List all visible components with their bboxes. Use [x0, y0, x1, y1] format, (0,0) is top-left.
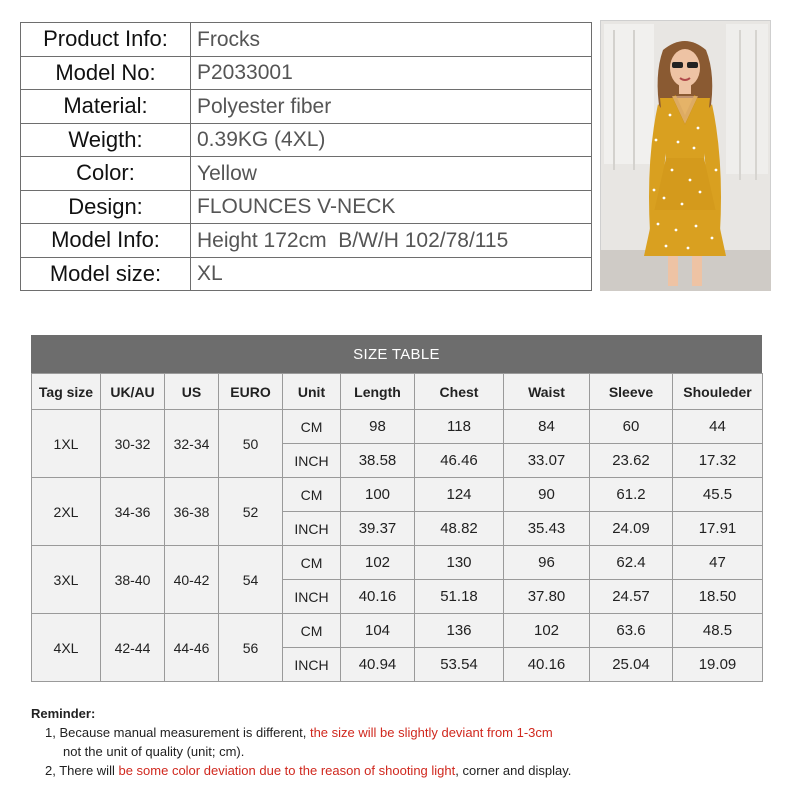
shoulder-cell: 17.32: [673, 444, 763, 478]
header-cell: Tag size: [32, 374, 101, 410]
reminder-line-2: [31, 761, 771, 780]
length-cell: 40.16: [341, 580, 415, 614]
length-cell: 40.94: [341, 648, 415, 682]
uk-au-cell: 34-36: [101, 478, 165, 546]
info-value: 0.39KG (4XL): [191, 123, 592, 157]
us-cell: 32-34: [165, 410, 219, 478]
sleeve-cell: 63.6: [590, 614, 673, 648]
chest-cell: 51.18: [415, 580, 504, 614]
euro-cell: 52: [219, 478, 283, 546]
shoulder-cell: 17.91: [673, 512, 763, 546]
reminder-title: Reminder:: [31, 706, 96, 721]
chest-cell: 124: [415, 478, 504, 512]
size-table-header-row: [32, 374, 763, 410]
info-label: Weigth:: [21, 123, 191, 157]
info-label: Model size:: [21, 257, 191, 291]
reminder-text: , corner and display.: [455, 763, 572, 778]
length-cell: 104: [341, 614, 415, 648]
waist-cell: 84: [504, 410, 590, 444]
unit-cell: INCH: [283, 580, 341, 614]
reminder-text: 1, Because manual measurement is different,: [45, 725, 310, 740]
euro-cell: 50: [219, 410, 283, 478]
unit-cell: INCH: [283, 648, 341, 682]
info-value: P2033001: [191, 56, 592, 90]
uk-au-cell: 42-44: [101, 614, 165, 682]
tag-size-cell: 2XL: [32, 478, 101, 546]
length-cell: 98: [341, 410, 415, 444]
reminder-highlight: be some color deviation due to the reason of shooting light: [118, 763, 456, 778]
model-photo: [600, 20, 771, 291]
info-row-design: [21, 190, 592, 224]
size-table-title: SIZE TABLE: [31, 335, 762, 373]
sleeve-cell: 24.09: [590, 512, 673, 546]
uk-au-cell: 38-40: [101, 546, 165, 614]
header-cell: EURO: [219, 374, 283, 410]
uk-au-cell: 30-32: [101, 410, 165, 478]
header-cell: Chest: [415, 374, 504, 410]
table-row: [32, 410, 763, 444]
reminder-highlight: the size will be slightly deviant from 1-3cm: [309, 725, 553, 740]
sleeve-cell: 23.62: [590, 444, 673, 478]
info-row-weight: [21, 123, 592, 157]
info-value: XL: [191, 257, 592, 291]
shoulder-cell: 44: [673, 410, 763, 444]
waist-cell: 102: [504, 614, 590, 648]
chest-cell: 136: [415, 614, 504, 648]
euro-cell: 56: [219, 614, 283, 682]
shoulder-cell: 45.5: [673, 478, 763, 512]
chest-cell: 53.54: [415, 648, 504, 682]
shoulder-cell: 48.5: [673, 614, 763, 648]
euro-cell: 54: [219, 546, 283, 614]
unit-cell: CM: [283, 478, 341, 512]
info-row-model-info: [21, 224, 592, 258]
info-value: Height 172cm B/W/H 102/78/115: [191, 224, 592, 258]
chest-cell: 130: [415, 546, 504, 580]
tag-size-cell: 4XL: [32, 614, 101, 682]
info-label: Color:: [21, 157, 191, 191]
reminder: [31, 704, 771, 780]
length-cell: 102: [341, 546, 415, 580]
length-cell: 100: [341, 478, 415, 512]
length-cell: 39.37: [341, 512, 415, 546]
info-row-product: [21, 23, 592, 57]
sleeve-cell: 61.2: [590, 478, 673, 512]
tag-size-cell: 1XL: [32, 410, 101, 478]
info-label: Model No:: [21, 56, 191, 90]
info-row-model-no: [21, 56, 592, 90]
sleeve-cell: 24.57: [590, 580, 673, 614]
us-cell: 36-38: [165, 478, 219, 546]
us-cell: 44-46: [165, 614, 219, 682]
unit-cell: INCH: [283, 512, 341, 546]
chest-cell: 118: [415, 410, 504, 444]
shoulder-cell: 18.50: [673, 580, 763, 614]
chest-cell: 48.82: [415, 512, 504, 546]
length-cell: 38.58: [341, 444, 415, 478]
info-label: Model Info:: [21, 224, 191, 258]
info-row-material: [21, 90, 592, 124]
header-cell: Length: [341, 374, 415, 410]
tag-size-cell: 3XL: [32, 546, 101, 614]
info-row-color: [21, 157, 592, 191]
info-value: Frocks: [191, 23, 592, 57]
header-cell: US: [165, 374, 219, 410]
reminder-line-1: [31, 723, 771, 742]
waist-cell: 40.16: [504, 648, 590, 682]
info-label: Design:: [21, 190, 191, 224]
waist-cell: 90: [504, 478, 590, 512]
info-label: Material:: [21, 90, 191, 124]
header-cell: Waist: [504, 374, 590, 410]
product-info-table: [20, 22, 592, 291]
info-value: Polyester fiber: [191, 90, 592, 124]
info-row-model-size: [21, 257, 592, 291]
chest-cell: 46.46: [415, 444, 504, 478]
waist-cell: 35.43: [504, 512, 590, 546]
table-row: [32, 478, 763, 512]
header-cell: Unit: [283, 374, 341, 410]
sleeve-cell: 25.04: [590, 648, 673, 682]
waist-cell: 37.80: [504, 580, 590, 614]
table-row: [32, 614, 763, 648]
info-label: Product Info:: [21, 23, 191, 57]
unit-cell: CM: [283, 614, 341, 648]
reminder-text: 2, There will: [45, 763, 119, 778]
size-table: [31, 373, 763, 682]
waist-cell: 96: [504, 546, 590, 580]
unit-cell: INCH: [283, 444, 341, 478]
info-value: Yellow: [191, 157, 592, 191]
header-cell: UK/AU: [101, 374, 165, 410]
unit-cell: CM: [283, 410, 341, 444]
shoulder-cell: 47: [673, 546, 763, 580]
sleeve-cell: 62.4: [590, 546, 673, 580]
sleeve-cell: 60: [590, 410, 673, 444]
waist-cell: 33.07: [504, 444, 590, 478]
shoulder-cell: 19.09: [673, 648, 763, 682]
reminder-line-1-cont: not the unit of quality (unit; cm).: [63, 744, 245, 759]
table-row: [32, 546, 763, 580]
header-cell: Sleeve: [590, 374, 673, 410]
info-value: FLOUNCES V-NECK: [191, 190, 592, 224]
us-cell: 40-42: [165, 546, 219, 614]
unit-cell: CM: [283, 546, 341, 580]
header-cell: Shouleder: [673, 374, 763, 410]
